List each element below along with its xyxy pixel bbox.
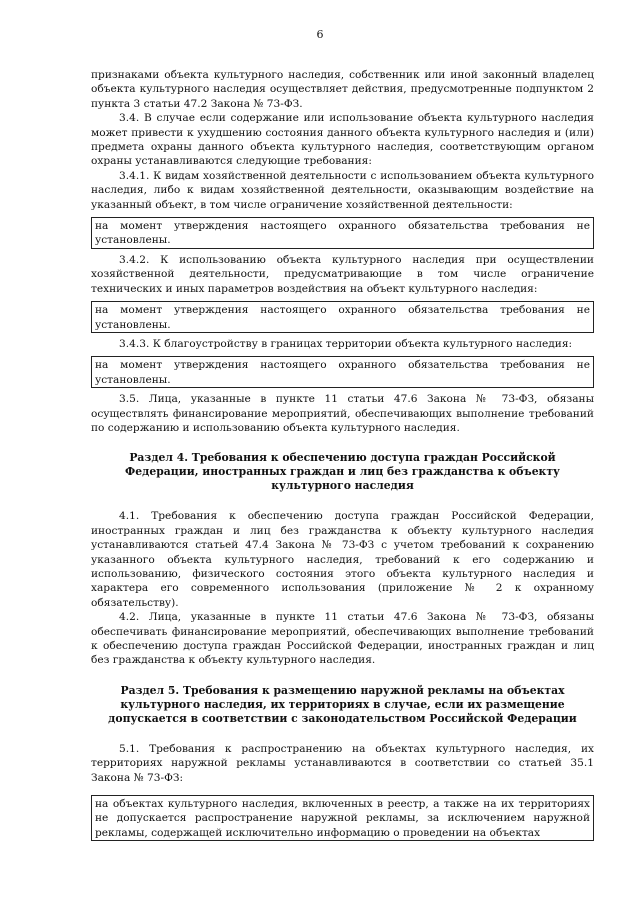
requirements-box-text: на момент утверждения настоящего охранного обязательства требования не установлены. (95, 359, 590, 386)
advertising-requirements-text: на объектах культурного наследия, включенных в реестр, а также на их территориях не допускается распространение наружной рекламы, за исключением наружной рекламы, содержащей исключительно информацию о проведении на объектах (95, 798, 590, 839)
paragraph-3-4-3: 3.4.3. К благоустройству в границах территории объекта культурного наследия: (119, 337, 573, 350)
document-body (91, 68, 594, 845)
paragraph-3-5: 3.5. Лица, указанные в пункте 11 статьи 47.6 Закона № 73-ФЗ, обязаны осуществлять финансирование мероприятий, обеспечивающих выполнение требований по содержанию и использованию объекта культурного наследия. (91, 393, 594, 434)
section-5-title: Раздел 5. Требования к размещению наружной рекламы на объектах культурного наследия, их территориях в случае, если их размещение допускается в соответствии с законодательством Российской Федерации (108, 683, 577, 725)
advertising-requirements-box (91, 795, 594, 841)
requirements-box-3-4-3 (91, 356, 594, 388)
paragraph-3-4-1: 3.4.1. К видам хозяйственной деятельности с использованием объекта культурного наследия, либо к видам хозяйственной деятельности, оказывающим воздействие на указанный объект, в том числе ограничение хозяйственной деятельности: (91, 169, 594, 211)
paragraph-4-2: 4.2. Лица, указанные в пункте 11 статьи 47.6 Закона № 73-ФЗ, обязаны обеспечивать финансирование мероприятий, обеспечивающих выполнение требований к обеспечению доступа граждан Российской Федерации, иностранных граждан и лиц без гражданства к объекту культурного наследия. (91, 611, 594, 667)
paragraph-3-4-2: 3.4.2. К использованию объекта культурного наследия при осуществлении хозяйственной деятельности, предусматривающие в том числе ограничение технических и иных параметров воздействия на объект культурного наследия: (91, 253, 594, 295)
paragraph-continuation: признаками объекта культурного наследия, собственник или иной законный владелец объекта культурного наследия осуществляет действия, предусмотренные подпунктом 2 пункта 3 статьи 47.2 Закона № 73-ФЗ. (91, 69, 594, 110)
paragraph-5-1: 5.1. Требования к распространению на объектах культурного наследия, их территориях наружной рекламы устанавливаются в соответствии со статьей 35.1 Закона № 73-ФЗ: (91, 742, 594, 784)
section-4-title: Раздел 4. Требования к обеспечению доступа граждан Российской Федерации, иностранных граждан и лиц без гражданства к объекту культурного наследия (125, 451, 560, 493)
requirements-box-3-4-2 (91, 301, 594, 333)
paragraph-4-1: 4.1. Требования к обеспечению доступа граждан Российской Федерации, иностранных граждан и лиц без гражданства к объекту культурного наследия устанавливаются статьей 47.4 Закона № 73-ФЗ с учетом требований к сохранению указанного объекта культурного наследия, требований к его содержанию и использованию, физического состояния этого объекта культурного наследия и характера его современного использования (приложение № 2 к охранному обязательству). (91, 510, 594, 609)
paragraph-3-4: 3.4. В случае если содержание или использование объекта культурного наследия может привести к ухудшению состояния данного объекта культурного наследия и (или) предмета охраны данного объекта культурного наследия, соответствующим органом охраны устанавливаются следующие требования: (91, 112, 594, 168)
requirements-box-text: на момент утверждения настоящего охранного обязательства требования не установлены. (95, 304, 590, 331)
page-number: 6 (316, 28, 324, 41)
requirements-box-3-4-1 (91, 217, 594, 249)
requirements-box-text: на момент утверждения настоящего охранного обязательства требования не установлены. (95, 220, 590, 247)
